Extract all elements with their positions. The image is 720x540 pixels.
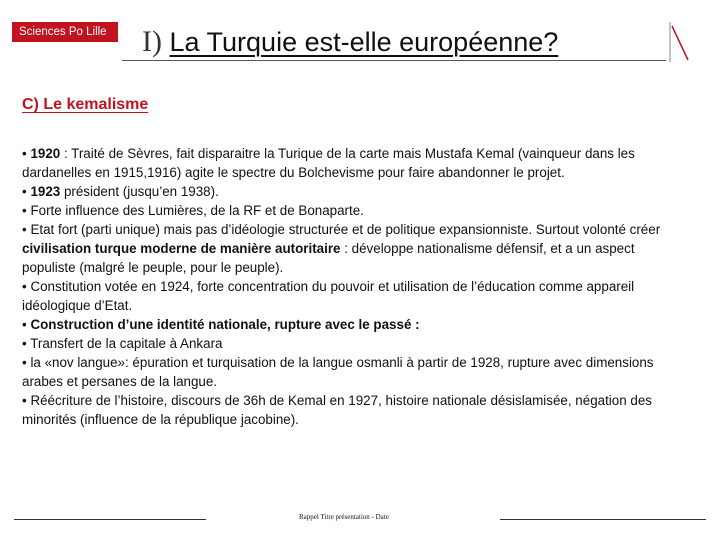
bullet: • [22, 184, 27, 199]
slash-decoration-icon [668, 22, 690, 62]
paragraph [22, 353, 690, 391]
section-numeral: I) [142, 25, 162, 58]
header-rule [122, 60, 666, 61]
bullet: • [22, 146, 27, 161]
bold-text: 1923 [30, 184, 61, 199]
paragraph [22, 220, 690, 277]
bullet: • [22, 317, 27, 332]
bullet: • [22, 279, 27, 294]
bullet: • [22, 336, 27, 351]
bullet: • [22, 393, 27, 408]
section-subtitle: C) Le kemalisme [22, 96, 149, 113]
slide-body [22, 144, 690, 429]
paragraph [22, 277, 690, 315]
footer-right-rule [500, 519, 706, 520]
paragraph-text: la «nov langue»: épuration et turquisation de la langue osmanli à partir de 1928, rupture avec dimensions arabes et persanes de la langue. [22, 355, 654, 389]
paragraph [22, 182, 690, 201]
page-title [142, 20, 558, 64]
bullet: • [22, 203, 27, 218]
paragraph-text: Forte influence des Lumières, de la RF et de Bonaparte. [30, 203, 364, 218]
bullet: • [22, 222, 27, 237]
paragraph [22, 315, 690, 334]
paragraph-text: Etat fort (parti unique) mais pas d’idéologie structurée et de politique expansionniste. Surtout volonté créer [30, 222, 661, 237]
bold-text: Construction d’une identité nationale, rupture avec le passé : [30, 317, 420, 332]
footer-left-rule [14, 519, 206, 520]
footer-text: Rappel Titre présentation - Date [299, 513, 389, 521]
bullet: • [22, 355, 27, 370]
paragraph-text: Réécriture de l’histoire, discours de 36h de Kemal en 1927, histoire nationale désislamisée, négation des minorités (influence de la république jacobine). [22, 393, 652, 427]
paragraph-text: : développe nationalisme défensif, et a un aspect populiste (malgré le peuple, pour le peuple). [22, 241, 635, 275]
sciences-po-logo: Sciences Po Lille [12, 22, 118, 42]
title-text: La Turquie est-elle européenne? [169, 27, 559, 57]
bold-text: civilisation turque moderne de manière autoritaire [22, 241, 341, 256]
bold-text: 1920 [30, 146, 61, 161]
paragraph-text: président (jusqu’en 1938). [60, 184, 219, 199]
paragraph-text: Constitution votée en 1924, forte concentration du pouvoir et utilisation de l’éducation comme appareil idéologique d’Etat. [22, 279, 635, 313]
paragraph [22, 334, 690, 353]
paragraph-text: : Traité de Sèvres, fait disparaitre la Turique de la carte mais Mustafa Kemal (vainqueur dans les dardanelles en 1915,1916) agite le spectre du Bolchevisme pour faire abandonner le projet. [22, 146, 635, 180]
paragraph [22, 201, 690, 220]
paragraph-text: Transfert de la capitale à Ankara [30, 336, 223, 351]
paragraph [22, 144, 690, 182]
paragraph [22, 391, 690, 429]
